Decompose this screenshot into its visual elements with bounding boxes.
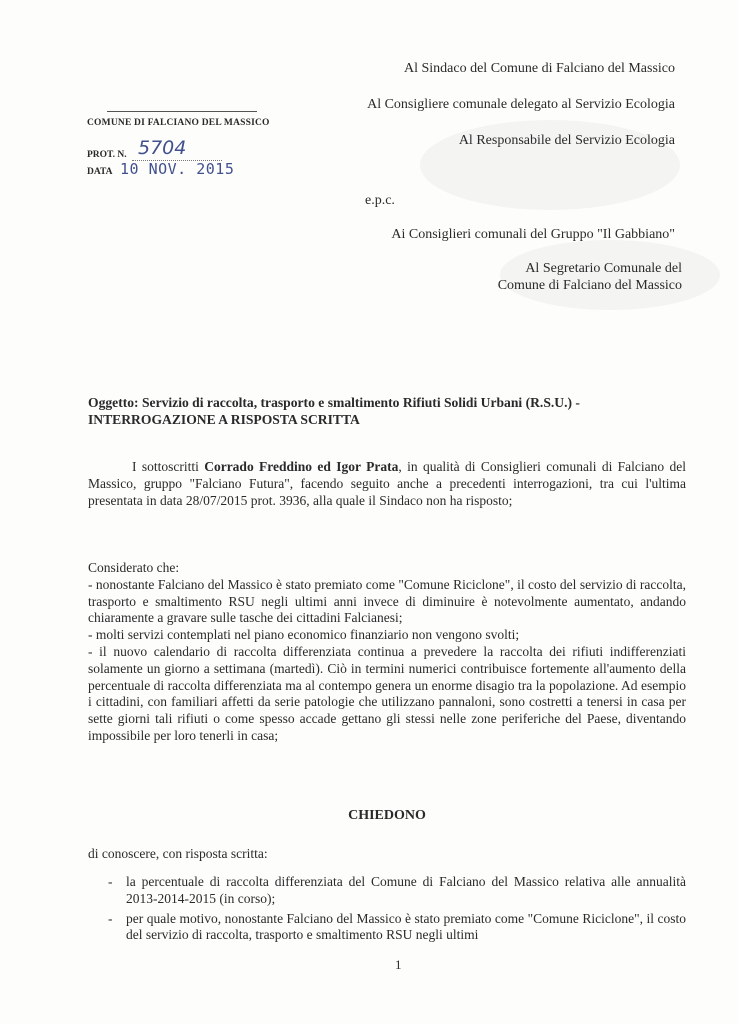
recipient-consigliere: Al Consigliere comunale delegato al Servizio Ecologia: [367, 97, 675, 112]
date-stamp: 10 NOV. 2015: [120, 160, 235, 178]
chiedono-heading: CHIEDONO: [348, 808, 426, 823]
cc-recipient-gruppo: Ai Consiglieri comunali del Gruppo "Il Gabbiano": [391, 227, 675, 242]
chiedono-list: [88, 874, 686, 944]
considerato-point-3: - il nuovo calendario di raccolta differenziata continua a prevedere la raccolta dei rifiuti indifferenziati solamente un giorno a settimana (martedì). Ciò in termini numerici contribuisce fortemente all'aumento della percentuale di raccolta differenziata ma al contempo genera un enorme disagio tra la popolazione. Ad esempio i cittadini, con familiari affetti da serie patologie che utilizzano pannaloni, sono costretti a tenersi in casa per sette giorni tali rifiuti o come spesso accade gettano gli stessi nelle zone periferiche del Paese, diventando impossibile per loro tenerli in casa;: [88, 643, 686, 743]
subject-line-1: Oggetto: Servizio di raccolta, trasporto e smaltimento Rifiuti Solidi Urbani (R.S.U.) -: [88, 395, 580, 410]
cc-recipient-comune: Comune di Falciano del Massico: [497, 278, 682, 293]
prot-label: PROT. N.: [87, 150, 127, 160]
prot-number-handwritten: 5704: [138, 137, 187, 159]
considerato-point-1: - nonostante Falciano del Massico è stato premiato come "Comune Riciclone", il costo del servizio di raccolta, trasporto e smaltimento RSU negli ultimi anni invece di diminuire è notevolmente aumentato, andando chiaramente a gravare sulle tasche dei cittadini Falcianesi;: [88, 576, 686, 626]
intro-post: , in qualità di Consiglieri comunali di Falciano del Massico, gruppo "Falciano Futura", facendo seguito anche a precedenti interrogazioni, tra cui l'ultima presentata in data 28/07/2015 prot. 3936, alla quale il Sindaco non ha risposto;: [88, 459, 686, 508]
intro-pre: I sottoscritti: [132, 459, 205, 474]
stamp-rule: [107, 111, 257, 116]
recipient-responsabile: Al Responsabile del Servizio Ecologia: [458, 133, 675, 148]
considerato-point-2: - molti servizi contemplati nel piano economico finanziario non vengono svolti;: [88, 627, 520, 643]
recipient-sindaco: Al Sindaco del Comune di Falciano del Massico: [403, 61, 675, 76]
chiedono-intro: di conoscere, con risposta scritta:: [88, 846, 268, 861]
page-number: 1: [395, 957, 402, 972]
epc-label: e.p.c.: [365, 193, 395, 208]
subject: [88, 394, 688, 428]
data-label: DATA: [87, 167, 113, 177]
considerato-label: Considerato che:: [88, 560, 180, 575]
signatory-names: Corrado Freddino ed Igor Prata: [204, 459, 399, 474]
intro-paragraph: [88, 459, 686, 509]
subject-line-2: INTERROGAZIONE A RISPOSTA SCRITTA: [88, 412, 360, 427]
considerato-section: [88, 560, 686, 745]
list-item: - la percentuale di raccolta differenziata del Comune di Falciano del Massico relativa alle annualità 2013-2014-2015 (in corso);: [88, 874, 686, 908]
cc-recipient-segretario: Al Segretario Comunale del: [525, 261, 682, 276]
list-item: - per quale motivo, nonostante Falciano del Massico è stato premiato come "Comune Riciclone", il costo del servizio di raccolta, trasporto e smaltimento RSU negli ultimi: [88, 911, 686, 945]
stamp-header: COMUNE DI FALCIANO DEL MASSICO: [87, 118, 270, 128]
